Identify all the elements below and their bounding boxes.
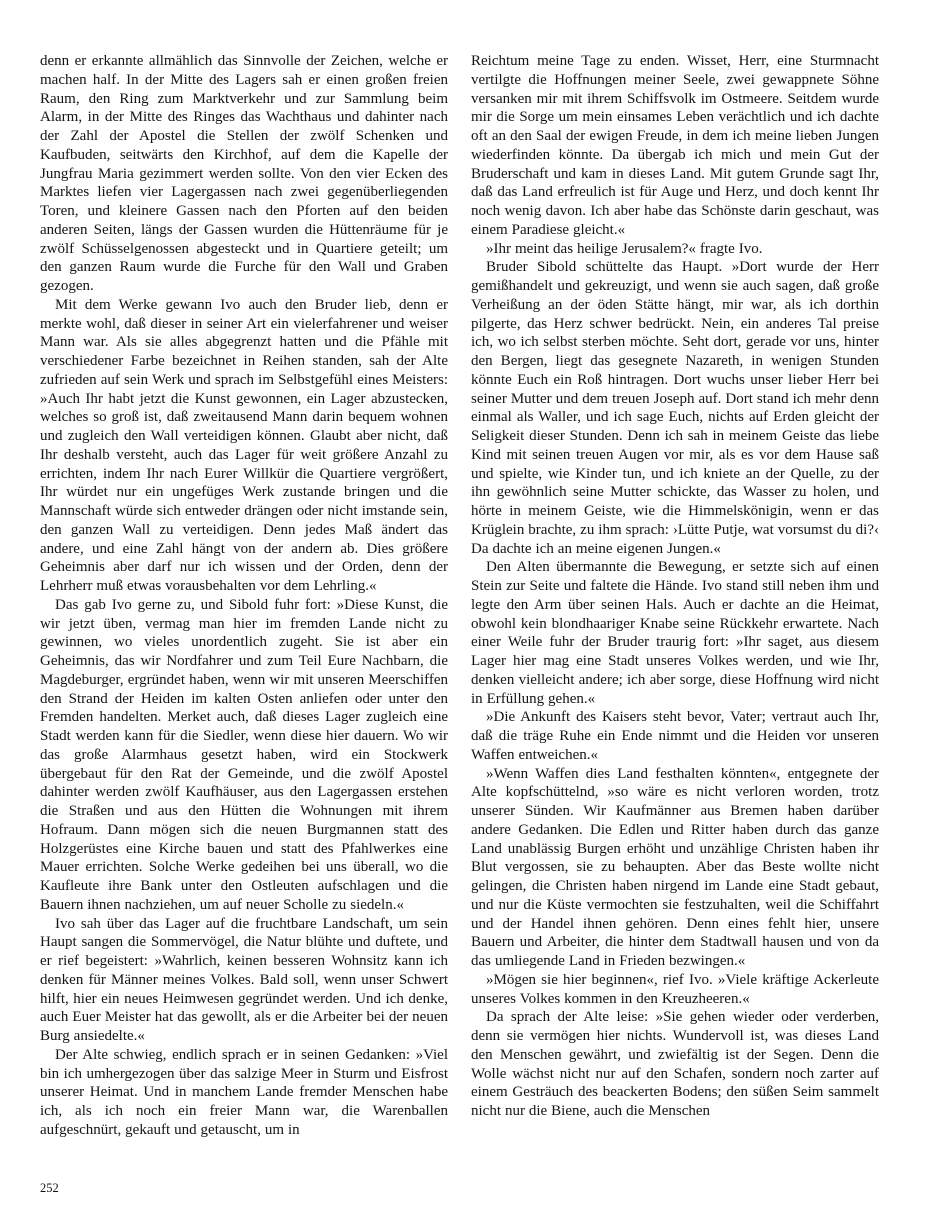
left-column (40, 52, 448, 1140)
text-columns (40, 52, 879, 1140)
paragraph: Der Alte schwieg, endlich sprach er in seinen Gedanken: »Viel bin ich umhergezogen über das salzige Meer in Sturm und Eisfrost unserer Heimat. Und in manchem Lande fremder Menschen habe ich, als ich noch ein freier Mann war, die Warenballen aufgeschnürt, gekauft und getauscht, um in (40, 1046, 448, 1138)
paragraph: »Ihr meint das heilige Jerusalem?« fragte Ivo. (486, 240, 763, 257)
paragraph: Den Alten übermannte die Bewegung, er setzte sich auf einen Stein zur Seite und faltete die Hände. Ivo stand still neben ihm und legte den Arm über seinen Hals. Auch er dachte an die Heimat, obwohl kein blondhaariger Knabe seine Rückkehr erwartete. Nach einer Weile fuhr der Bruder traurig fort: »Ihr saget, aus diesem Lager hier mag eine Stadt unseres Volkes werden, und wie Ihr, denken vielleicht andere; ich aber sorge, diese Hoffnung wird nicht in Erfüllung gehen.« (471, 559, 879, 707)
page-number: 252 (40, 1180, 59, 1195)
paragraph: Da sprach der Alte leise: »Sie gehen wieder oder verderben, denn sie vermögen hier nichts. Wundervoll ist, was dieses Land den Menschen gewährt, und zwiefältig ist der Segen. Denn die Wolle wächst nicht nur auf den Schafen, sondern noch zarter auf einem Gesträuch des beackerten Bodens; den süßen Seim sammelt nicht nur die Biene, auch die Menschen (471, 1009, 879, 1119)
paragraph: Reichtum meine Tage zu enden. Wisset, Herr, eine Sturmnacht vertilgte die Hoffnungen meiner Seele, zwei gewappnete Söhne versanken mir mit ihrem Schiffsvolk im Ostmeere. Seitdem wurde mir die Sorge um mein einsames Leben verächtlich und ich dachte oft an den Saal der ewigen Freude, in dem ich meine lieben Jungen wiederfinden könnte. Da übergab ich mich und mein Gut der Bruderschaft und kam in dieses Land. Mit gutem Grunde sagt Ihr, daß das Land erfreulich ist für Auge und Herz, und doch kennt Ihr noch wenig davon. Ich aber habe das Schönste darin geschaut, was einem Paradiese gleicht.« (471, 53, 879, 238)
paragraph: Mit dem Werke gewann Ivo auch den Bruder lieb, denn er merkte wohl, daß dieser in seiner Art ein vielerfahrener und weiser Mann war. Als sie alles abgegrenzt hatten und die Pfähle mit verschiedener Farbe bezeichnet in Reihen standen, sah der Alte zufrieden auf sein Werk und sprach im Selbstgefühl eines Meisters: »Auch Ihr habt jetzt die Kunst gewonnen, ein Lager abzustecken, welches so groß ist, daß zweitausend Mann darin bequem wohnen und zugleich den Wall verteidigen können. Glaubt aber nicht, daß Ihr deshalb versteht, auch das Lager für weit größere Anzahl zu errichten, indem Ihr nach Eurer Willkür die Quartiere vergrößert, Ihr würdet nur ein ungefüges Werk zustande bringen und die Mannschaft würde sich entweder drängen oder nicht imstande sein, den ganzen Wall zu verteidigen. Denn jedes Maß ändert das andere, und eine Zahl hängt von der andern ab. Dies größere Geheimnis aber darf nur ich wissen und der Orden, denn der Lehrherr muß etwas vorausbehalten vor dem Lehrling.« (40, 296, 448, 594)
right-column (471, 52, 879, 1140)
paragraph: »Mögen sie hier beginnen«, rief Ivo. »Viele kräftige Ackerleute unseres Volkes kommen in den Kreuzheeren.« (471, 971, 879, 1007)
paragraph: »Wenn Waffen dies Land festhalten könnten«, entgegnete der Alte kopfschüttelnd, »so wäre es nicht verloren worden, trotz unserer Sünden. Wir Kaufmänner aus Bremen haben darüber andere Gedanken. Die Edlen und Ritter haben durch das ganze Land unablässig Burgen erhöht und unzählige Christen haben ihr Blut vergossen, sie zu behaupten. Aber das Beste wollte nicht gelingen, die Christen haben nirgend im Lande eine Stadt gebaut, und nur die Küste vermochten sie festzuhalten, weil die Schiffahrt und der Handel ihnen gehören. Denn eines fehlt hier, unsere Bauern und Arbeiter, die hinter dem Stadtwall hausen und von da das umliegende Land in Frieden bezwingen.« (471, 765, 879, 969)
paragraph: Ivo sah über das Lager auf die fruchtbare Landschaft, um sein Haupt sangen die Sommervögel, die Natur blühte und duftete, und er rief begeistert: »Wahrlich, keinen besseren Wohnsitz kann ich denken für Männer meines Volkes. Bald soll, wenn unser Schwert hilft, hier ein neues Heimwesen gegründet werden. Und ich denke, auch Euer Meister hat das gewollt, als er die Arbeiter bei der neuen Burg ansiedelte.« (40, 915, 448, 1044)
paragraph: denn er erkannte allmählich das Sinnvolle der Zeichen, welche er machen half. In der Mitte des Lagers sah er einen großen freien Raum, den Ring zum Marktverkehr und zur Sammlung beim Alarm, in der Mitte des Ringes das Wachthaus und dahinter nach der Zahl der Apostel die Stellen der zwölf Schenken und Kaufbuden, seitwärts den Kirchhof, auf dem die Kapelle der Jungfrau Maria gezimmert werden sollte. Von den vier Ecken des Marktes liefen vier Lagergassen nach zwei gegenüberliegenden Toren, und kleinere Gassen nach den Pforten auf den beiden anderen Seiten, längs der Gassen wurden die Hüttenräume für je zwölf Schüsselgenossen abgesteckt und in Quartiere geteilt; um den ganzen Raum wurde die Furche für den Wall und Graben gezogen. (40, 53, 448, 294)
paragraph: Bruder Sibold schüttelte das Haupt. »Dort wurde der Herr gemißhandelt und gekreuzigt, und wenn sie auch sagen, daß große Verheißung an der öden Stätte hängt, mir war, als ich dorthin pilgerte, das Herz schwer bedrückt. Nein, ein anderes Tal preise ich, wo ich selbst sterben möchte. Seht dort, gerade vor uns, hinter den Bergen, liegt das gesegnete Nazareth, in wenigen Stunden könnte Euch ein Roß hintragen. Dort wuchs unser lieber Herr bei seiner Mutter und dem treuen Joseph auf. Dort stand ich mehr denn einmal als Waller, und ich sage Euch, nichts auf Erden gleicht der Seligkeit dieser Stunden. Denn ich sah in meinem Geiste das liebe Kind mit seinen treuen Augen vor mir, als es vor dem Hause saß und spielte, wie Kinder tun, und ich kniete an der Quelle, zu der ihn gewöhnlich seine Mutter schickte, das Wasser zu holen, und hörte in meinem Geiste, wie die Himmelskönigin, wenn er das Krüglein brachte, zu ihm sprach: ›Lütte Putje, wat vorsumst du di?‹ Da dachte ich an meine eigenen Jungen.« (471, 259, 879, 557)
paragraph: »Die Ankunft des Kaisers steht bevor, Vater; vertraut auch Ihr, daß die träge Ruhe ein Ende nimmt und die Heiden vor unseren Waffen entweichen.« (471, 709, 879, 763)
paragraph: Das gab Ivo gerne zu, und Sibold fuhr fort: »Diese Kunst, die wir jetzt üben, vermag man hier im fremden Lande nicht zu gewinnen, wo vieles unordentlich zugeht. Sie ist aber ein Geheimnis, das wir Nordfahrer und zum Teil Eure Nachbarn, die Magdeburger, ergründet haben, wenn wir mit unseren Meerschiffen den Strand der Heiden im kalten Osten anliefen oder unter den Fremden handelten. Merket auch, daß dieses Lager zugleich eine Stadt werden kann für die Siedler, wenn diese hier dauern. Wo wir das große Alarmhaus gesetzt haben, wird ein Stockwerk übergebaut für den Rat der Gemeinde, und die zwölf Apostel dahinter werden zwölf Kaufhäuser, aus den Lagergassen erstehen die Straßen und aus den Hütten die Wohnungen mit ihrem Hofraum. Dann mögen sich die neuen Burgmannen statt des Holzgerüstes eine Kirche bauen und statt des Pfahlwerkes eine Mauer errichten. Solche Werke gedeihen bei uns überall, wo die Kaufleute ihre Bank unter den Ostleuten aufschlagen und die Bauern ihnen nachziehen, um auf neuer Scholle zu siedeln.« (40, 596, 448, 913)
